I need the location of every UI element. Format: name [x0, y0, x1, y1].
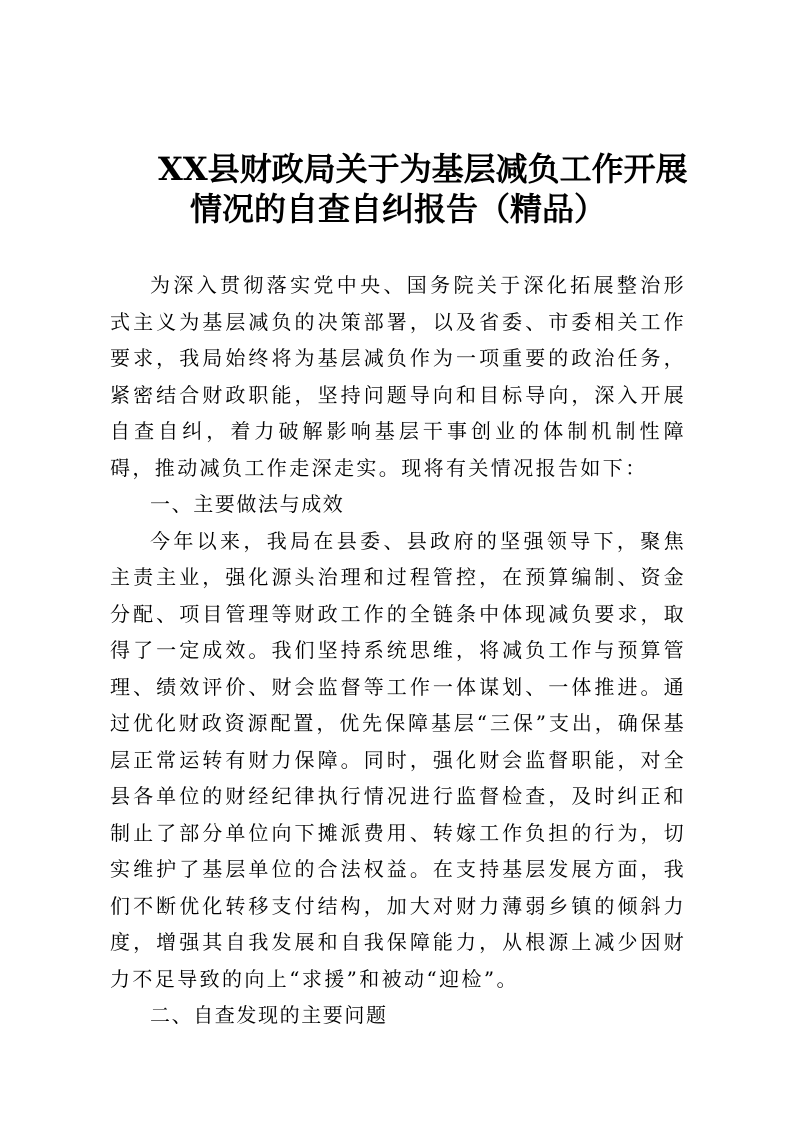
intro-paragraph: 为深入贯彻落实党中央、国务院关于深化拓展整治形式主义为基层减负的决策部署，以及省委、市委相关工作要求，我局始终将为基层减负作为一项重要的政治任务，紧密结合财政职能，坚持问题导向和目标导向，深入开展自查自纠，着力破解影响基层干事创业的体制机制性障碍，推动减负工作走深走实。现将有关情况报告如下：: [110, 273, 686, 480]
document-body: [110, 267, 686, 1034]
title-line-2: 情况的自查自纠报告（精品）: [190, 190, 607, 228]
title-line-1: XX县财政局关于为基层减负工作开展: [158, 150, 688, 188]
document-title: [100, 149, 700, 229]
section-heading-2: 二、自查发现的主要问题: [150, 1003, 388, 1027]
section-1-paragraph: 今年以来，我局在县委、县政府的坚强领导下，聚焦主责主业，强化源头治理和过程管控，在预算编制、资金分配、项目管理等财政工作的全链条中体现减负要求，取得了一定成效。我们坚持系统思维，将减负工作与预算管理、绩效评价、财会监督等工作一体谋划、一体推进。通过优化财政资源配置，优先保障基层“三保”支出，确保基层正常运转有财力保障。同时，强化财会监督职能，对全县各单位的财经纪律执行情况进行监督检查，及时纠正和制止了部分单位向下摊派费用、转嫁工作负担的行为，切实维护了基层单位的合法权益。在支持基层发展方面，我们不断优化转移支付结构，加大对财力薄弱乡镇的倾斜力度，增强其自我发展和自我保障能力，从根源上减少因财力不足导致的向上“求援”和被动“迎检”。: [110, 528, 686, 991]
section-heading-1: 一、主要做法与成效: [150, 492, 345, 516]
